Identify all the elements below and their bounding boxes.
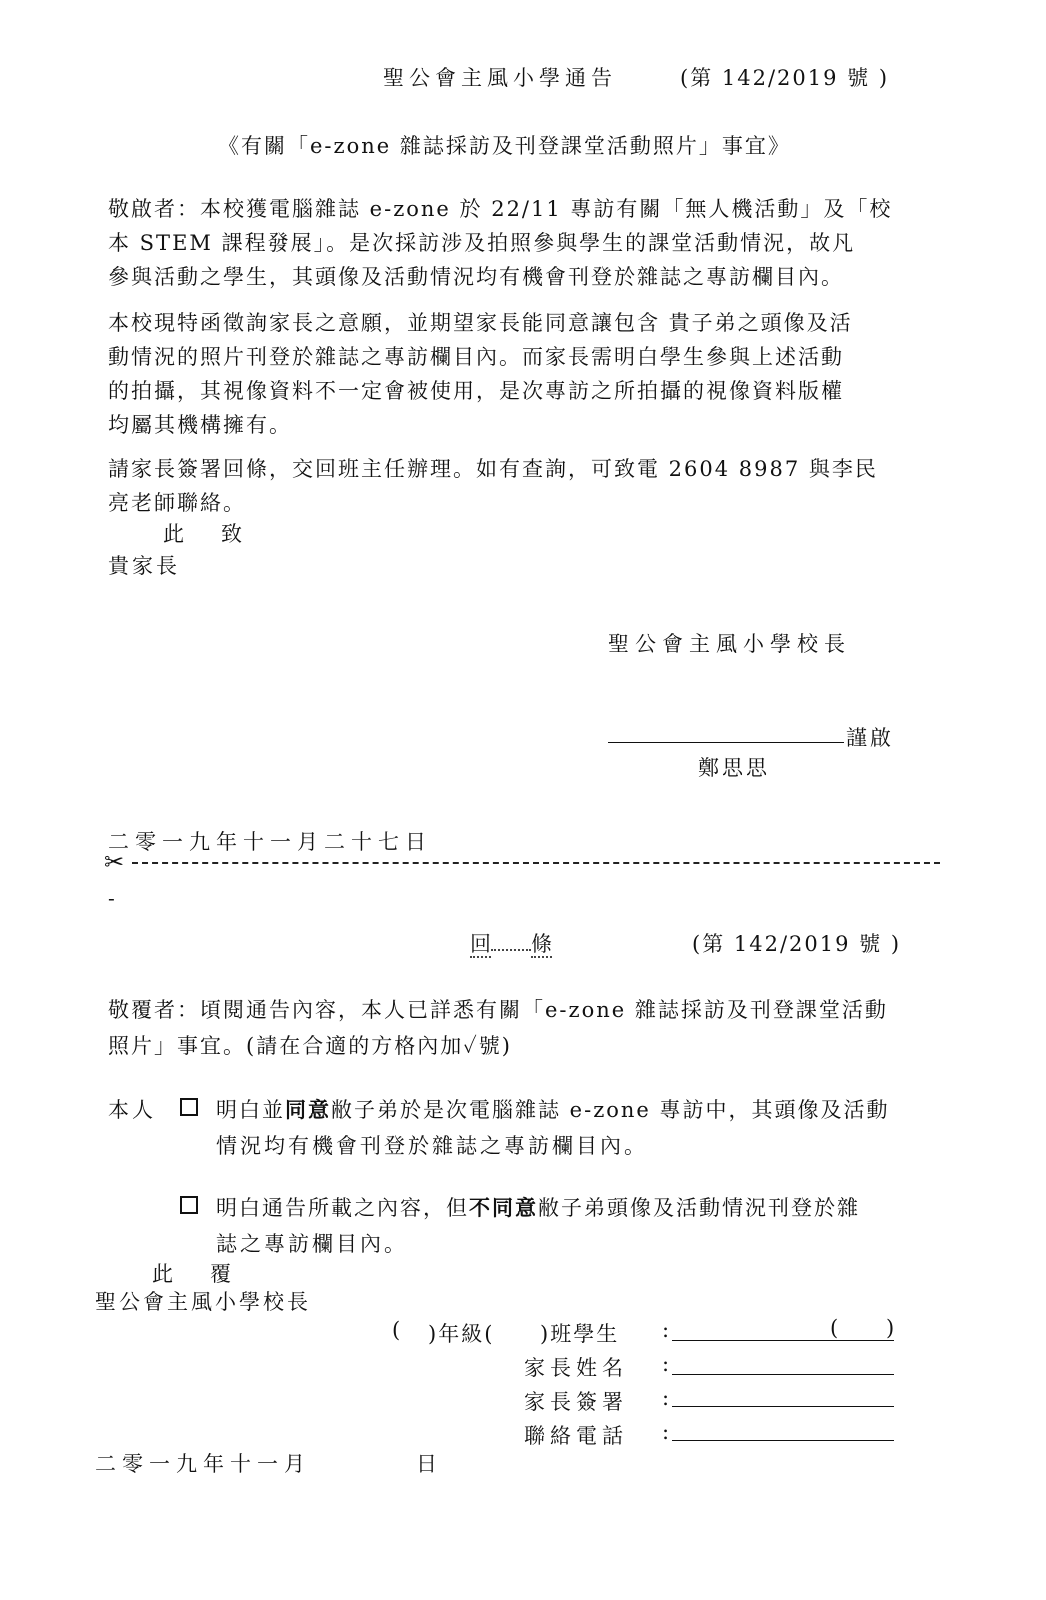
reply-title-spacer — [491, 949, 531, 951]
signature-line — [608, 742, 844, 743]
parent-name-label: 家長姓名 — [524, 1356, 628, 1380]
reply-title-char: 回 — [470, 932, 491, 956]
notice-paragraph-2 — [108, 306, 940, 442]
reply-date-prefix: 二零一九年十一月 — [95, 1452, 311, 1476]
reply-intro — [108, 992, 940, 1064]
field-colon: : — [662, 1386, 673, 1410]
field-colon: : — [662, 1318, 673, 1342]
field-colon: : — [662, 1352, 673, 1376]
disagree-checkbox[interactable] — [180, 1196, 198, 1214]
class-number-open-paren: ( — [830, 1316, 842, 1340]
disagree-emphasis: 不同意 — [469, 1195, 538, 1220]
paragraph-line: 的拍攝，其視像資料不一定會被使用，是次專訪之所拍攝的視像資料版權 — [108, 379, 844, 403]
signature-suffix: 謹啟 — [846, 726, 894, 750]
option-text: 明白通告所載之內容，但 — [216, 1196, 469, 1220]
notice-date: 二零一九年十一月二十七日 — [108, 830, 432, 854]
reply-title — [470, 928, 552, 958]
paragraph-line: 敬覆者：頃閱通告內容，本人已詳悉有關「e-zone 雜誌採訪及刊登課堂活動 — [108, 998, 888, 1022]
reply-addressee: 聖公會主風小學校長 — [95, 1290, 311, 1314]
addressee: 貴家長 — [108, 554, 180, 578]
notice-title: 聖公會主風小學通告 — [383, 66, 617, 90]
phone-field[interactable] — [672, 1440, 894, 1441]
paragraph-line: 本校現特函徵詢家長之意願，並期望家長能同意讓包含 貴子弟之頭像及活 — [108, 311, 853, 335]
option-text: 明白並 — [216, 1098, 285, 1122]
reply-title-char: 條 — [531, 932, 552, 956]
notice-paragraph-1 — [108, 192, 940, 294]
agree-emphasis: 同意 — [285, 1097, 331, 1122]
reply-date-suffix: 日 — [416, 1452, 440, 1476]
reply-number: (第 142/2019 號 ) — [692, 932, 902, 956]
parent-name-field[interactable] — [672, 1374, 894, 1375]
option-text: 敝子弟於是次電腦雜誌 e-zone 專訪中，其頭像及活動 — [331, 1098, 890, 1122]
closing-salutation: 此 致 — [163, 522, 250, 546]
cut-line-trailing: - — [108, 886, 115, 910]
phone-label: 聯絡電話 — [524, 1424, 628, 1448]
grade-open-paren: ( — [392, 1318, 404, 1342]
class-number-close-paren: ) — [886, 1316, 898, 1340]
field-colon: : — [662, 1420, 673, 1444]
agree-checkbox[interactable] — [180, 1098, 198, 1116]
paragraph-line: 均屬其機構擁有。 — [108, 413, 292, 437]
paragraph-line: 敬啟者：本校獲電腦雜誌 e-zone 於 22/11 專訪有關「無人機活動」及「校 — [108, 197, 893, 221]
paragraph-line: 本 STEM 課程發展」。是次採訪涉及拍照參與學生的課堂活動情況，故凡 — [108, 231, 856, 255]
parent-signature-field[interactable] — [672, 1406, 894, 1407]
student-name-field[interactable] — [672, 1340, 894, 1341]
agree-option-text — [216, 1094, 890, 1124]
paragraph-line: 參與活動之學生，其頭像及活動情況均有機會刊登於雜誌之專訪欄目內。 — [108, 265, 844, 289]
agree-option-line2: 情況均有機會刊登於雜誌之專訪欄目內。 — [216, 1134, 648, 1158]
scissors-icon: ✂ — [104, 848, 125, 876]
cut-line-divider — [132, 862, 940, 864]
paragraph-line: 動情況的照片刊登於雜誌之專訪欄目內。而家長需明白學生參與上述活動 — [108, 345, 844, 369]
paragraph-line: 照片」事宜。(請在合適的方格內加✓號) — [108, 1034, 512, 1058]
principal-name: 鄭思思 — [698, 756, 770, 780]
parent-signature-label: 家長簽署 — [524, 1390, 628, 1414]
self-label: 本人 — [108, 1098, 156, 1122]
signatory-org: 聖公會主風小學校長 — [608, 632, 851, 656]
disagree-option-text — [216, 1192, 860, 1222]
reply-closing: 此 覆 — [152, 1262, 239, 1286]
notice-subject: 《有關「e-zone 雜誌採訪及刊登課堂活動照片」事宜》 — [218, 134, 791, 158]
notice-number: (第 142/2019 號 ) — [680, 66, 890, 90]
class-label: )班學生 — [540, 1322, 620, 1346]
option-text: 敝子弟頭像及活動情況刊登於雜 — [538, 1196, 860, 1220]
grade-label: )年級( — [428, 1322, 495, 1346]
paragraph-line: 亮老師聯絡。 — [108, 491, 246, 515]
paragraph-line: 請家長簽署回條，交回班主任辦理。如有查詢，可致電 2604 8987 與李民 — [108, 457, 878, 481]
disagree-option-line2: 誌之專訪欄目內。 — [216, 1232, 408, 1256]
notice-paragraph-3 — [108, 452, 940, 520]
